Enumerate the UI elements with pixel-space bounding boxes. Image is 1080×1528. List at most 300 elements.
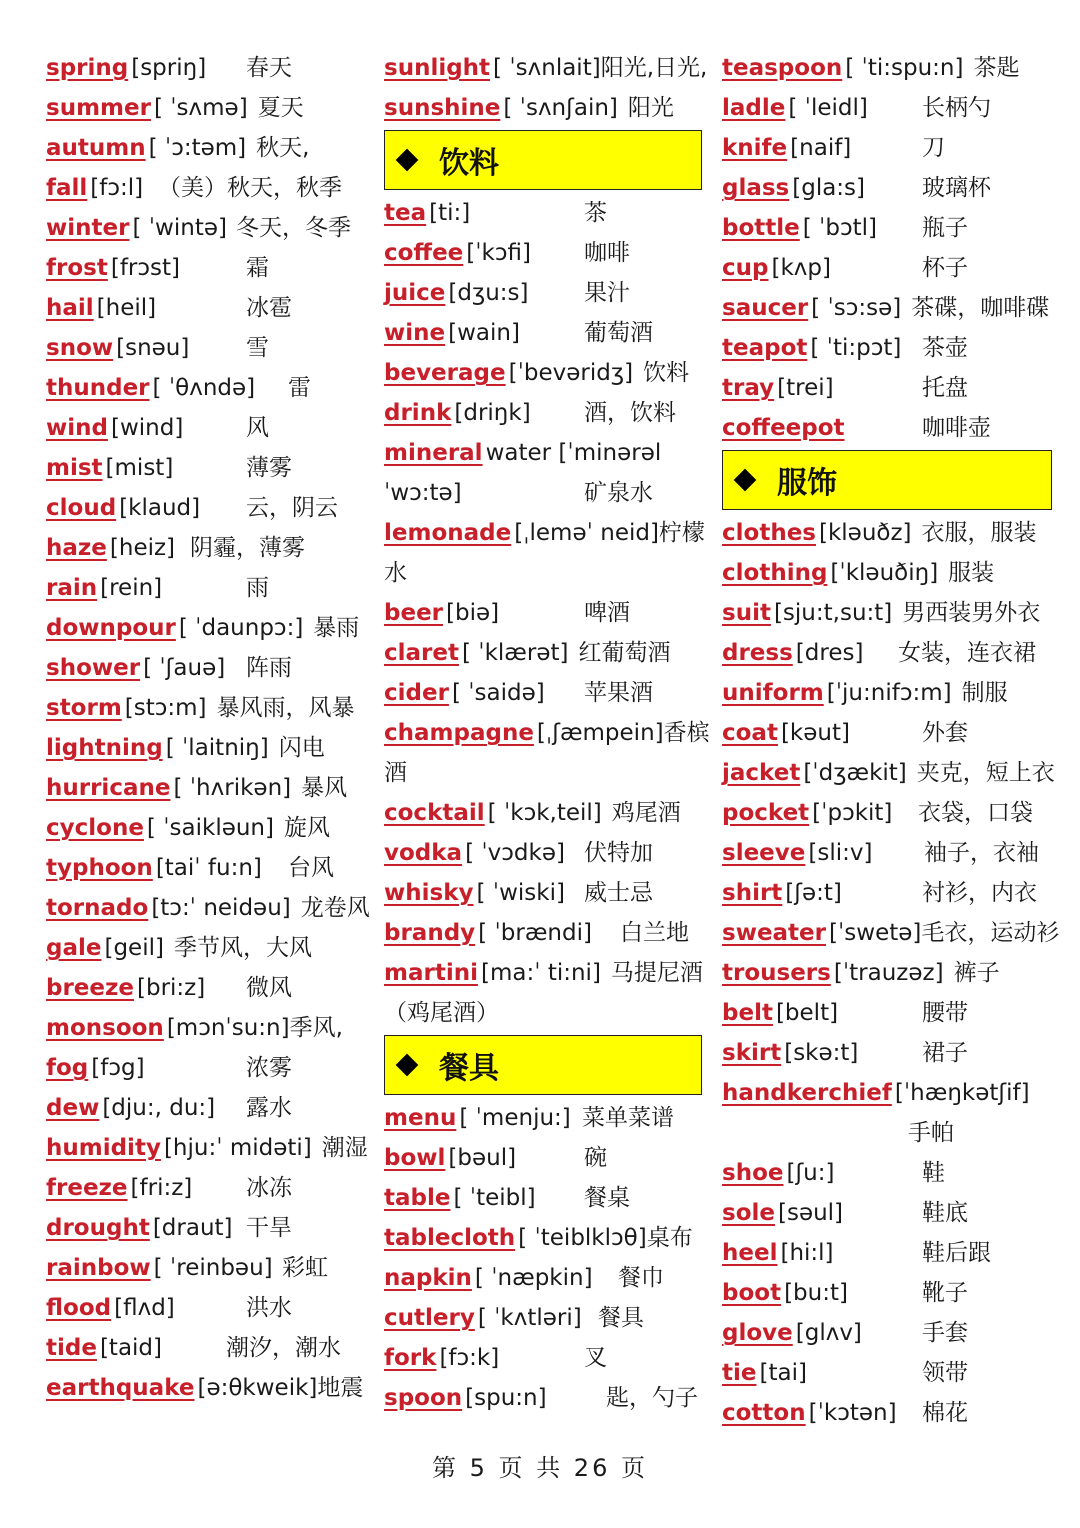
vocab-meaning: 男西装男外衣 [902, 600, 1041, 626]
vocab-word: cotton [722, 1400, 806, 1426]
vocab-phonetic: [wind] [110, 415, 184, 441]
vocab-word: cyclone [46, 815, 144, 841]
vocab-phonetic: [ ˈkʌtləri] [477, 1305, 582, 1331]
vocab-entry [722, 88, 1052, 128]
vocab-phonetic: water [ˈminərəl [485, 440, 662, 466]
vocab-meaning: 叉 [584, 1345, 607, 1371]
vocab-word: lemonade [384, 520, 512, 546]
vocab-word: pocket [722, 800, 810, 826]
vocab-meaning: 雨 [246, 575, 269, 601]
vocab-meaning: 苹果酒 [584, 680, 653, 706]
vocab-entry [722, 288, 1052, 328]
vocab-phonetic: [ ˈwintə] [132, 215, 227, 241]
vocab-meaning: 衣袋，口袋 [918, 800, 1033, 826]
vocab-word: napkin [384, 1265, 472, 1291]
vocab-meaning: 茶壶 [922, 335, 968, 361]
vocab-entry [46, 288, 376, 328]
vocab-entry [384, 673, 702, 713]
vocab-meaning: 微风 [246, 975, 292, 1001]
vocab-meaning: 杯子 [922, 255, 968, 281]
vocab-phonetic: [driŋk] [454, 400, 531, 426]
vocab-entry [46, 808, 376, 848]
vocab-entry [46, 208, 376, 248]
vocab-word: martini [384, 960, 478, 986]
vocab-meaning: 浓雾 [246, 1055, 292, 1081]
vocab-word: champagne [384, 720, 534, 746]
vocab-phonetic: [ ˈvɔdkə] [465, 840, 565, 866]
vocab-phonetic: [skə:t] [784, 1040, 859, 1066]
vocab-phonetic: [ ˈnæpkin] [474, 1265, 593, 1291]
vocab-meaning: 鞋 [922, 1160, 945, 1186]
vocab-word: shoe [722, 1160, 784, 1186]
vocab-entry [384, 913, 702, 953]
vocab-phonetic: [geil] [104, 935, 164, 961]
vocab-meaning: 咖啡 [584, 240, 630, 266]
vocab-word: downpour [46, 615, 176, 641]
vocab-phonetic: [ˈkləuðiŋ] [830, 560, 939, 586]
vocab-entry [722, 1353, 1052, 1393]
vocab-word: mist [46, 455, 103, 481]
vocab-word: beverage [384, 360, 506, 386]
vocab-meaning: 潮湿 [321, 1135, 368, 1161]
vocab-entry [722, 248, 1052, 288]
vocab-entry [384, 1138, 702, 1178]
vocab-phonetic: [glʌv] [795, 1320, 862, 1346]
vocab-phonetic: [spriŋ] [131, 55, 207, 81]
vocab-meaning: 衣服，服装 [921, 520, 1037, 546]
vocab-phonetic: [belt] [775, 1000, 839, 1026]
vocab-phonetic: [kʌp] [771, 255, 831, 281]
vocab-phonetic: [fɔ:l] [90, 175, 144, 201]
vocab-word: uniform [722, 680, 824, 706]
vocab-entry [46, 168, 376, 208]
vocab-entry [384, 593, 702, 633]
vocab-entry [46, 48, 376, 88]
vocab-phonetic: [ˈhæŋkətʃif] [894, 1080, 1030, 1106]
vocab-entry [46, 1048, 376, 1088]
vocab-phonetic: [ʃu:] [786, 1160, 835, 1186]
vocab-meaning: 雪 [246, 335, 269, 361]
vocab-phonetic: [ˈtrauzəz] [833, 960, 944, 986]
vocab-entry [384, 1378, 702, 1418]
vocab-phonetic: [bəul] [448, 1145, 517, 1171]
vocab-entry [722, 1313, 1052, 1353]
vocab-word: tide [46, 1335, 97, 1361]
vocab-phonetic: [spu:n] [465, 1385, 547, 1411]
vocab-phonetic: [ ˈsɔ:sə] [811, 295, 902, 321]
vocab-meaning: 茶匙 [973, 55, 1020, 81]
vocab-word: earthquake [46, 1375, 195, 1401]
vocab-entry [384, 1338, 702, 1378]
vocab-phonetic: [ ˈsʌnlait]阳光,日光, [493, 55, 708, 81]
vocab-entry [384, 1218, 702, 1258]
vocab-entry [722, 953, 1052, 993]
vocab-meaning: （美）秋天，秋季 [158, 175, 342, 201]
section-heading-text: 饮料 [439, 146, 499, 181]
vocab-entry [384, 433, 702, 473]
vocab-word: spoon [384, 1385, 463, 1411]
vocab-entry [384, 793, 702, 833]
vocab-word: clothes [722, 520, 816, 546]
vocab-phonetic: [fɔg] [91, 1055, 145, 1081]
vocab-entry [46, 1288, 376, 1328]
vocab-meaning: 鞋后跟 [922, 1240, 991, 1266]
vocab-continued-text: 水 [384, 560, 407, 586]
vocab-phonetic: [ ˈteiblklɔθ]桌布 [518, 1225, 693, 1251]
section-heading-text: 服饰 [777, 466, 837, 501]
vocab-phonetic: [taiˈ fu:n] [155, 855, 262, 881]
vocab-phonetic: [ə:θkweik]地震 [197, 1375, 364, 1401]
section-heading [722, 450, 1052, 510]
vocab-entry [46, 488, 376, 528]
vocab-entry [722, 1393, 1052, 1433]
vocab-phonetic: [ˈju:nifɔ:m] [826, 680, 952, 706]
vocab-phonetic: [ ˈsʌnʃain] [503, 95, 618, 121]
vocab-word: gale [46, 935, 102, 961]
vocab-meaning: 酒，饮料 [584, 400, 676, 426]
vocab-meaning: 风 [246, 415, 269, 441]
vocab-entry [722, 1033, 1052, 1073]
vocab-meaning: 马提尼酒 [610, 960, 703, 986]
vocab-word: coat [722, 720, 778, 746]
vocab-meaning: 制服 [961, 680, 1008, 706]
vocab-meaning: 季节风，大风 [173, 935, 312, 961]
vocab-meaning: 裤子 [953, 960, 1000, 986]
vocab-meaning: 威士忌 [584, 880, 653, 906]
vocab-word: coffeepot [722, 415, 845, 441]
vocab-meaning: 阳光 [627, 95, 674, 121]
vocab-phonetic: [sju:t,su:t] [773, 600, 893, 626]
vocab-word: table [384, 1185, 451, 1211]
vocab-entry [46, 1208, 376, 1248]
vocab-meaning: 露水 [246, 1095, 292, 1121]
vocab-meaning: 暴风 [301, 775, 348, 801]
vocab-meaning: 女装，连衣裙 [898, 640, 1036, 666]
vocab-entry [46, 1008, 376, 1048]
vocab-word: tie [722, 1360, 757, 1386]
vocab-phonetic: [heiz] [109, 535, 176, 561]
vocab-meaning: 龙卷风 [300, 895, 370, 921]
vocab-entry [722, 793, 1052, 833]
vocab-continued-text: 酒 [384, 760, 407, 786]
vocab-entry [722, 408, 1052, 448]
vocab-meaning: 果汁 [584, 280, 630, 306]
vocab-word: cloud [46, 495, 117, 521]
vocab-entry [384, 1258, 702, 1298]
vocab-word: brandy [384, 920, 476, 946]
vocab-entry [722, 48, 1052, 88]
vocab-phonetic: [ˈkɔfi] [466, 240, 531, 266]
vocab-word: tray [722, 375, 775, 401]
vocab-entry [384, 873, 702, 913]
vocab-meaning: 夏天 [257, 95, 304, 121]
vocab-phonetic: [ ˈsʌmə] [153, 95, 248, 121]
vocab-entry [722, 1153, 1052, 1193]
vocab-word: glass [722, 175, 790, 201]
vocab-phonetic: [ ˈʃauə] [143, 655, 226, 681]
vocab-word: skirt [722, 1040, 782, 1066]
vocab-phonetic: [wain] [448, 320, 520, 346]
vocab-meaning: 鸡尾酒 [611, 800, 681, 826]
vocab-entry [46, 1168, 376, 1208]
vocab-continued-text: ˈwɔ:tə] [384, 480, 462, 506]
vocab-word: lightning [46, 735, 163, 761]
vocab-word: dress [722, 640, 793, 666]
vocab-phonetic: [biə] [446, 600, 500, 626]
vocab-word: cider [384, 680, 449, 706]
vocab-word: typhoon [46, 855, 153, 881]
vocab-phonetic: [ ˈleidl] [788, 95, 868, 121]
vocab-word: belt [722, 1000, 773, 1026]
vocab-phonetic: [ ˈsaikləun] [146, 815, 274, 841]
vocab-meaning: 干旱 [246, 1215, 292, 1241]
vocab-entry [46, 568, 376, 608]
vocab-entry [722, 1233, 1052, 1273]
vocab-word: monsoon [46, 1015, 164, 1041]
vocab-phonetic: [ ˈti:spu:n] [845, 55, 964, 81]
section-heading [384, 1035, 702, 1095]
vocab-entry [722, 553, 1052, 593]
vocab-phonetic: [ˌʃæmpein]香槟 [536, 720, 710, 746]
vocab-meaning: 袖子，衣袖 [924, 840, 1039, 866]
vocab-phonetic: [fri:z] [130, 1175, 193, 1201]
vocab-entry [384, 313, 702, 353]
vocab-entry [722, 913, 1060, 953]
vocab-meaning: 餐具 [598, 1305, 644, 1331]
vocab-phonetic: [frɔst] [110, 255, 180, 281]
vocab-entry [384, 233, 702, 273]
vocab-word: wind [46, 415, 108, 441]
vocab-word: heel [722, 1240, 778, 1266]
vocab-word: juice [384, 280, 446, 306]
vocab-entry [722, 128, 1052, 168]
vocab-meaning: 薄雾 [246, 455, 292, 481]
vocab-meaning: 阵雨 [246, 655, 292, 681]
vocab-word: autumn [46, 135, 146, 161]
vocab-meaning: 茶 [584, 200, 607, 226]
vocab-meaning: 冰雹 [246, 295, 292, 321]
vocab-word: rainbow [46, 1255, 151, 1281]
vocab-meaning: 雷 [288, 375, 311, 401]
vocab-meaning: 腰带 [922, 1000, 968, 1026]
vocab-phonetic: [ ˈmenju:] [459, 1105, 571, 1131]
vocab-entry [384, 1178, 702, 1218]
vocab-word: drink [384, 400, 452, 426]
vocab-phonetic: [gla:s] [792, 175, 866, 201]
vocab-phonetic: [tɔ:ˈ neidəu] [151, 895, 291, 921]
vocab-entry [46, 88, 376, 128]
vocab-meaning: 手套 [922, 1320, 968, 1346]
vocab-meaning: 玻璃杯 [922, 175, 991, 201]
vocab-meaning: 秋天, [256, 135, 310, 161]
vocab-entry [46, 248, 376, 288]
vocab-phonetic: [bu:t] [784, 1280, 848, 1306]
vocab-word: storm [46, 695, 122, 721]
vocab-meaning: 鞋底 [922, 1200, 968, 1226]
vocab-meaning: 葡萄酒 [584, 320, 653, 346]
vocab-word: breeze [46, 975, 134, 1001]
vocab-phonetic: [dʒu:s] [448, 280, 529, 306]
vocab-phonetic: [ʃə:t] [785, 880, 842, 906]
section-heading-text: 餐具 [439, 1051, 499, 1086]
vocab-entry [722, 713, 1052, 753]
vocab-entry [384, 713, 710, 753]
vocab-entry [722, 1193, 1052, 1233]
vocab-phonetic: [ ˈreinbəu] [153, 1255, 273, 1281]
vocab-phonetic: [ ˈdaunpɔ:] [178, 615, 304, 641]
vocab-entry [722, 368, 1052, 408]
vocab-entry [384, 48, 708, 88]
vocab-phonetic: [hju:ˈ midəti] [163, 1135, 312, 1161]
vocab-phonetic: [ˈdʒækit] [803, 760, 907, 786]
vocab-entry [722, 208, 1052, 248]
vocab-meaning: 啤酒 [584, 600, 630, 626]
vocab-entry [384, 273, 702, 313]
section-heading [384, 130, 702, 190]
vocab-meaning: 棉花 [922, 1400, 968, 1426]
vocab-entry [46, 608, 376, 648]
vocab-meaning: 咖啡壶 [922, 415, 991, 441]
vocab-meaning: 饮料 [643, 360, 690, 386]
vocab-meaning: 茶碟，咖啡碟 [911, 295, 1050, 321]
vocab-phonetic: [heil] [96, 295, 157, 321]
vocab-meaning: 衬衫，内衣 [922, 880, 1037, 906]
vocab-word: cocktail [384, 800, 485, 826]
vocab-meaning: 云，阴云 [246, 495, 338, 521]
vocab-entry [722, 873, 1052, 913]
vocab-meaning: 瓶子 [922, 215, 968, 241]
vocab-word: vodka [384, 840, 463, 866]
vocab-meaning: 托盘 [922, 375, 968, 401]
vocab-word: cup [722, 255, 769, 281]
vocab-entry [46, 728, 376, 768]
vocab-entry [46, 688, 376, 728]
vocab-phonetic: [ ˈbrændi] [478, 920, 592, 946]
vocab-meaning: 冬天，冬季 [236, 215, 351, 241]
vocab-entry [46, 648, 376, 688]
vocab-word: hail [46, 295, 94, 321]
vocab-entry [46, 1368, 376, 1408]
vocab-phonetic: [ ˈsaidə] [451, 680, 545, 706]
vocab-phonetic: [trei] [777, 375, 834, 401]
vocab-meaning: 春天 [246, 55, 292, 81]
vocab-word: wine [384, 320, 446, 346]
vocab-entry-continuation [722, 1113, 1052, 1153]
vocab-meaning: 阴霾，薄雾 [190, 535, 305, 561]
vocab-phonetic: [hi:l] [780, 1240, 834, 1266]
vocab-column-tableware-clothing [722, 48, 1060, 1433]
vocab-phonetic: [dju:, du:] [102, 1095, 216, 1121]
vocab-meaning: 暴风雨，风暴 [216, 695, 355, 721]
vocab-entry [46, 528, 376, 568]
vocab-entry [46, 408, 376, 448]
vocab-meaning: 闪电 [278, 735, 325, 761]
vocab-entry [46, 1128, 376, 1168]
vocab-word: sole [722, 1200, 775, 1226]
vocab-word: boot [722, 1280, 782, 1306]
vocab-word: flood [46, 1295, 112, 1321]
vocab-entry [46, 888, 376, 928]
vocab-phonetic: [ˌleməˈ neid]柠檬 [514, 520, 705, 546]
vocab-entry [384, 1098, 702, 1138]
vocab-entry [384, 513, 705, 553]
vocab-phonetic: [kəut] [780, 720, 850, 746]
vocab-meaning: 白兰地 [620, 920, 689, 946]
vocab-phonetic: [draut] [152, 1215, 233, 1241]
vocab-phonetic: [kləuðz] [818, 520, 912, 546]
vocab-word: frost [46, 255, 108, 281]
vocab-meaning: 餐桌 [584, 1185, 630, 1211]
vocab-word: sleeve [722, 840, 806, 866]
vocab-entry [46, 928, 376, 968]
vocab-word: cutlery [384, 1305, 475, 1331]
vocab-phonetic: [ ˈlaitniŋ] [165, 735, 269, 761]
vocab-word: whisky [384, 880, 474, 906]
vocab-entry [722, 993, 1052, 1033]
vocab-entry [46, 328, 376, 368]
vocab-word: teaspoon [722, 55, 843, 81]
vocab-meaning: 潮汐，潮水 [226, 1335, 341, 1361]
vocab-word: ladle [722, 95, 786, 121]
vocab-entry [46, 768, 376, 808]
vocab-phonetic: [ˈbevəridʒ] [508, 360, 634, 386]
vocab-entry [722, 633, 1052, 673]
vocab-entry-continuation [384, 753, 702, 793]
diamond-bullet-icon [396, 1054, 419, 1077]
vocab-phonetic: [tai] [759, 1360, 807, 1386]
vocab-entry [722, 1273, 1052, 1313]
vocab-phonetic: [ ˈwiski] [476, 880, 565, 906]
vocab-word: sunshine [384, 95, 501, 121]
vocab-entry [384, 193, 702, 233]
vocab-phonetic: [ma:ˈ ti:ni] [480, 960, 601, 986]
vocab-word: teapot [722, 335, 808, 361]
vocab-meaning: 台风 [288, 855, 334, 881]
vocab-phonetic: [fɔ:k] [439, 1345, 500, 1371]
vocab-word: fork [384, 1345, 437, 1371]
vocab-word: glove [722, 1320, 793, 1346]
vocab-word: suit [722, 600, 771, 626]
vocab-entry [46, 448, 376, 488]
vocab-meaning: 彩虹 [282, 1255, 328, 1281]
vocab-entry [384, 1298, 702, 1338]
vocab-phonetic: [klaud] [119, 495, 201, 521]
vocab-phonetic: [ ˈti:pɔt] [810, 335, 902, 361]
vocab-meaning: 矿泉水 [584, 480, 653, 506]
vocab-word: summer [46, 95, 151, 121]
vocab-meaning: 领带 [922, 1360, 968, 1386]
vocab-word: rain [46, 575, 98, 601]
vocab-word: tornado [46, 895, 149, 921]
vocab-word: spring [46, 55, 129, 81]
vocab-continued-text: （鸡尾酒） [384, 1000, 499, 1026]
vocab-word: menu [384, 1105, 457, 1131]
vocab-meaning: 外套 [922, 720, 968, 746]
vocab-phonetic: [sli:v] [808, 840, 873, 866]
vocab-word: haze [46, 535, 107, 561]
vocab-entry [384, 353, 702, 393]
vocab-entry [46, 968, 376, 1008]
vocab-word: coffee [384, 240, 464, 266]
vocab-phonetic: [naif] [790, 135, 852, 161]
vocab-entry [46, 1088, 376, 1128]
vocab-entry [384, 833, 702, 873]
vocab-word: humidity [46, 1135, 161, 1161]
vocab-meaning: 刀 [922, 135, 945, 161]
vocab-phonetic: [səul] [777, 1200, 844, 1226]
vocab-word: shower [46, 655, 141, 681]
vocab-word: sunlight [384, 55, 491, 81]
